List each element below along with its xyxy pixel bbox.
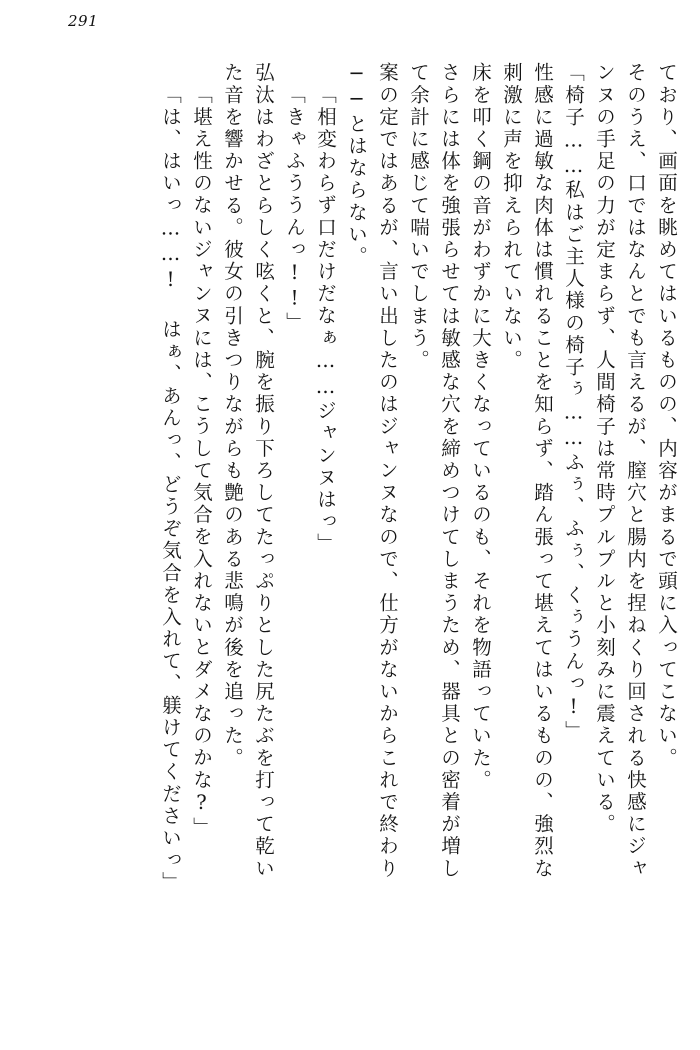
text-line: 性感に過敏な肉体は慣れることを知らず、踏ん張って堪えてはいるものの、強烈な — [531, 62, 554, 880]
text-line: た音を響かせる。彼女の引きつりながらも艶のある悲鳴が後を追った。 — [221, 62, 244, 770]
text-line: 案の定ではあるが、言い出したのはジャンヌなので、仕方がないからこれで終わり — [376, 62, 399, 880]
text-line: 「は、はいっ……! はぁ、あんっ、どうぞ気合を入れて、躾けてくださいっ」 — [159, 84, 182, 894]
text-line: て余計に感じて喘いでしまう。 — [407, 62, 430, 372]
text-line: ており、画面を眺めてはいるものの、内容がまるで頭に入ってこない。 — [655, 62, 678, 770]
text-line: 刺激に声を抑えられていない。 — [500, 62, 523, 372]
text-line: 「堪え性のないジャンヌには、こうして気合を入れないとダメなのかな?」 — [190, 84, 213, 839]
text-line: さらには体を強張らせては敏感な穴を締めつけてしまうため、器具との密着が増し — [438, 62, 461, 880]
text-line: ──とはならない。 — [345, 62, 368, 268]
text-line: そのうえ、口ではなんとでも言えるが、膣穴と腸内を捏ねくり回される快感にジャ — [624, 62, 647, 880]
text-line: ンヌの手足の力が定まらず、人間椅子は常時プルプルと小刻みに震えている。 — [593, 62, 616, 836]
vertical-text-body — [36, 62, 676, 982]
text-line: 「相変わらず口だけだなぁ……ジャンヌはっ」 — [314, 84, 337, 556]
text-line: 床を叩く鋼の音がわずかに大きくなっているのも、それを物語っていた。 — [469, 62, 492, 792]
text-line: 弘汰はわざとらしく呟くと、腕を振り下ろしてたっぷりとした尻たぶを打って乾い — [252, 62, 275, 880]
text-line: 「椅子……私はご主人様の椅子ぅ……ふぅ、ふぅ、くぅうんっ!」 — [562, 62, 585, 743]
page-number: 291 — [68, 12, 99, 30]
text-line: 「きゃふううんっ!!」 — [283, 84, 306, 335]
